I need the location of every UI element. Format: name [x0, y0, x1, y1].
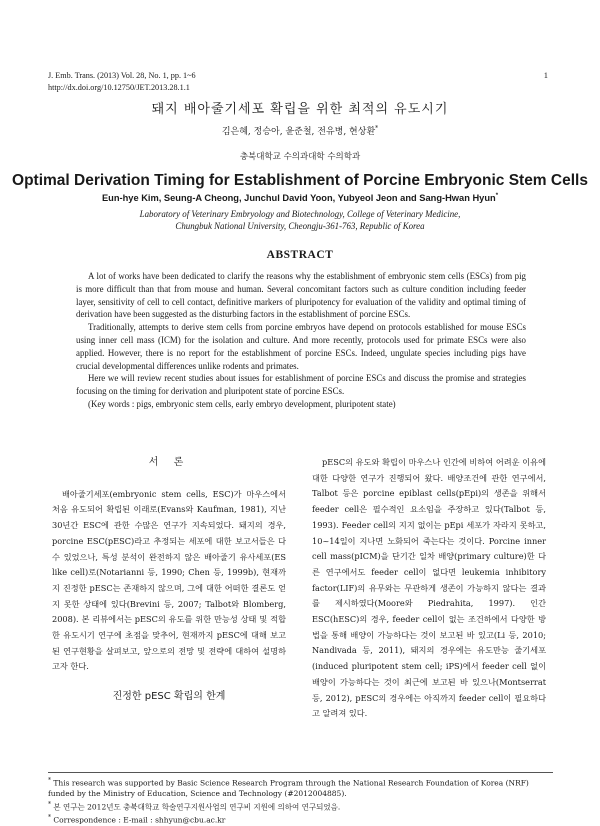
introduction-heading: 서 론 [148, 457, 190, 468]
limits-paragraph: pESC의 유도와 확립이 마우스나 인간에 비하여 어려운 이유에 대한 다양한 연구가 진행되어 왔다. 배양조건에 관한 연구에서, Talbot 등은 porcine epiblast cells(pEpi)의 생존을 위해서 feeder cell은 필수적인 요소임을 주장하고 있다(Talbot 등, 1993). Feeder cell의 지지 없이는 pEpi 세포가 자라지 못하고, 10~14일이 지나면 노화되어 죽는다는 것이다. Porcine inner cell mass(pICM)을 단기간 일차 배양(primary culture)한 다른 연구에서도 feeder cell이 없다면 leukemia inhibitory factor(LIF)의 유무와는 무관하게 생존이 가능하지 않다는 결과를 제시하였다(Moore와 Piedrahita, 1997). 인간 ESC(hESC)의 경우, feeder cell이 없는 조건하에서 다양한 방법을 통해 배양이 가능하다는 것이 보고된 바 있고(Li 등, 2010; Nandivada 등, 2011), 돼지의 경우에는 유도만능 줄기세포(induced pluripotent stem cell; iPS)에서 feeder cell 없이 배양이 가능하다는 것이 최근에 보고된 바 있으나(Montserrat 등, 2012), pESC의 경우에는 아직까지 feeder cell이 필요하다고 알려져 있다. [312, 457, 546, 719]
abstract-keywords: (Key words : pigs, embryonic stem cells, early embryo development, pluripotent state) [88, 398, 396, 409]
body-column-right [312, 455, 546, 722]
doi-link[interactable]: http://dx.doi.org/10.12750/JET.2013.28.1.1 [48, 83, 190, 92]
introduction-paragraph: 배아줄기세포(embryonic stem cells, ESC)가 마우스에서 처음 유도되어 확립된 이래로(Evans와 Kaufman, 1981), 지난 30년간 ESC에 관한 수많은 연구가 지속되었다. 돼지의 경우, porcine ESC(pESC)라고 추정되는 세포에 대한 보고서들은 다수 있었으나, 특성 분석이 완전하지 않은 배아줄기 유사세포(ES like cell)로(Notarianni 등, 1990; Chen 등, 1999b), 현재까지 진정한 pESC는 존재하지 않으며, 그에 대한 어떠한 결론도 얻지 못한 상태에 있다(Brevini 등, 2007; Talbot와 Blomberg, 2008). 본 리뷰에서는 pESC의 유도를 위한 만능성 상태 및 적합한 유도시기 연구에 초점을 맞추어, 현재까지 pESC에 대해 보고된 연구현황을 살펴보고, 앞으로의 전망 및 전략에 대하여 설명하고자 한다. [52, 488, 286, 672]
english-affiliation [0, 208, 600, 232]
journal-citation-block [48, 70, 196, 94]
corresponding-mark-en: * [495, 193, 499, 199]
english-author-names: Eun-hye Kim, Seung-A Cheong, Junchul David Yoon, Yubyeol Jeon and Sang-Hwan Hyun [101, 193, 496, 204]
affiliation-line-2: Chungbuk National University, Cheongju-361-763, Republic of Korea [175, 221, 425, 231]
korean-author-names: 김은혜, 정승아, 윤준철, 전유병, 현상환 [221, 127, 376, 137]
abstract-body [76, 270, 526, 411]
footnotes [48, 776, 553, 826]
section-heading-limits: 진정한 pESC 확립의 한계 [112, 691, 226, 703]
english-authors [0, 193, 600, 203]
journal-citation: J. Emb. Trans. (2013) Vol. 28, No. 1, pp. 1~6 [48, 71, 196, 80]
footnote-mark-1: * [48, 777, 51, 784]
page-number: 1 [543, 70, 548, 80]
footnote-funding-text: This research was supported by Basic Science Research Program through the National Research Foundation of Korea (NRF) funded by the Ministry of Education, Science and Technology (#2012004885). [48, 778, 529, 798]
footnote-divider [48, 772, 553, 773]
abstract-paragraph-2: Traditionally, attempts to derive stem cells from porcine embryos have depend on protocols established for mouse ESCs using inner cell mass (ICM) for the isolation and culture. And more recently, protocols used for primate ESCs were also applied. However, there is no report for the establishment of porcine ESCs. Indeed, ungulate species including pigs have crucial developmental differences unlike rodents and primates. [76, 322, 526, 371]
abstract-paragraph-3: Here we will review recent studies about issues for establishment of porcine ESCs and discuss the promise and strategies focusing on the timing for derivation and pluripotent state of porcine ESCs. [76, 373, 526, 397]
footnote-correspondence [48, 813, 553, 826]
footnote-funding-korean [48, 800, 553, 813]
abstract-heading: ABSTRACT [266, 249, 334, 261]
affiliation-line-1: Laboratory of Veterinary Embryology and Biotechnology, College of Veterinary Medicine, [139, 209, 461, 219]
english-title: Optimal Derivation Timing for Establishment of Porcine Embryonic Stem Cells [12, 172, 588, 189]
footnote-mark-3: * [48, 813, 51, 821]
footnote-funding [48, 776, 553, 800]
correspondence-email[interactable]: Correspondence : E-mail : shhyun@cbu.ac.kr [53, 815, 226, 824]
korean-affiliation: 충북대학교 수의과대학 수의학과 [239, 152, 361, 162]
footnote-mark-2: * [48, 800, 51, 808]
abstract-paragraph-1: A lot of works have been dedicated to clarify the reasons why the establishment of embryonic stem cells (ESCs) from pig is more difficult than that from mouse and human. Several concomitant factors such as culture condition including feeder layer, sensitivity of cell to cell contact, definitive markers of pluripotency for evaluation of the validity and optimal timing of derivation have been suggested as the disturbing factors in the establishment of porcine ESCs. [76, 271, 526, 320]
korean-title: 돼지 배아줄기세포 확립을 위한 최적의 유도시기 [151, 102, 449, 117]
footnote-korean-text: 본 연구는 2012년도 충북대학교 학술연구지원사업의 연구비 지원에 의하여 연구되었음. [53, 802, 341, 811]
body-column-left [52, 455, 286, 705]
corresponding-mark: * [375, 125, 379, 132]
korean-authors [0, 124, 600, 137]
